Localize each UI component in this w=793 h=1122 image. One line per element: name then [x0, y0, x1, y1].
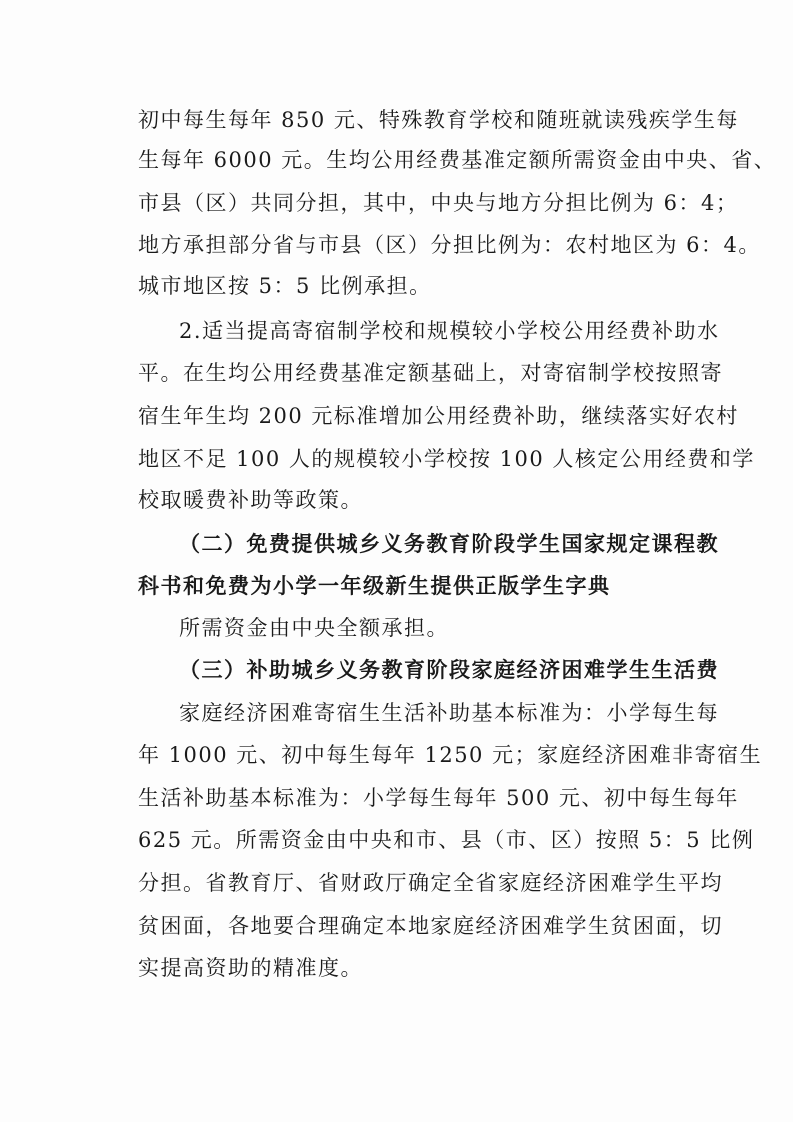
paragraph-2-line-4: 地区不足 100 人的规模较小学校按 100 人核定公用经费和学	[138, 447, 755, 471]
paragraph-4-line-7: 实提高资助的精准度。	[138, 956, 363, 980]
paragraph-4-line-2: 年 1000 元、初中每生每年 1250 元；家庭经济困难非寄宿生	[138, 743, 763, 767]
paragraph-4-line-6: 贫困面，各地要合理确定本地家庭经济困难学生贫困面，切	[138, 914, 723, 938]
section-heading-2-line-1: （二）免费提供城乡义务教育阶段学生国家规定课程教	[179, 531, 719, 556]
paragraph-1-line-4: 地方承担部分省与市县（区）分担比例为：农村地区为 6：4。	[138, 233, 761, 257]
paragraph-2-line-1: 2.适当提高寄宿制学校和规模较小学校公用经费补助水	[179, 319, 720, 343]
paragraph-2-line-3: 宿生年生均 200 元标准增加公用经费补助，继续落实好农村	[138, 404, 739, 428]
paragraph-4-line-4: 625 元。所需资金由中央和市、县（市、区）按照 5：5 比例	[138, 828, 755, 852]
section-heading-3-line-1: （三）补助城乡义务教育阶段家庭经济困难学生生活费	[179, 657, 719, 682]
paragraph-2-line-5: 校取暖费补助等政策。	[138, 488, 363, 512]
paragraph-4-line-3: 生活补助基本标准为：小学每生每年 500 元、初中每生每年	[138, 786, 739, 810]
paragraph-3-line-1: 所需资金由中央全额承担。	[179, 616, 449, 640]
paragraph-1-line-3: 市县（区）共同分担，其中，中央与地方分担比例为 6：4；	[138, 191, 739, 215]
paragraph-2-line-2: 平。在生均公用经费基准定额基础上，对寄宿制学校按照寄	[138, 361, 723, 385]
paragraph-1-line-2: 生每年 6000 元。生均公用经费基准定额所需资金由中央、省、	[138, 148, 777, 172]
section-heading-2-line-2: 科书和免费为小学一年级新生提供正版学生字典	[138, 573, 611, 598]
paragraph-4-line-5: 分担。省教育厅、省财政厅确定全省家庭经济困难学生平均	[138, 871, 723, 895]
paragraph-1-line-1: 初中每生每年 850 元、特殊教育学校和随班就读残疾学生每	[138, 108, 739, 132]
paragraph-1-line-5: 城市地区按 5：5 比例承担。	[138, 274, 432, 298]
paragraph-4-line-1: 家庭经济困难寄宿生生活补助基本标准为：小学每生每	[179, 701, 719, 725]
